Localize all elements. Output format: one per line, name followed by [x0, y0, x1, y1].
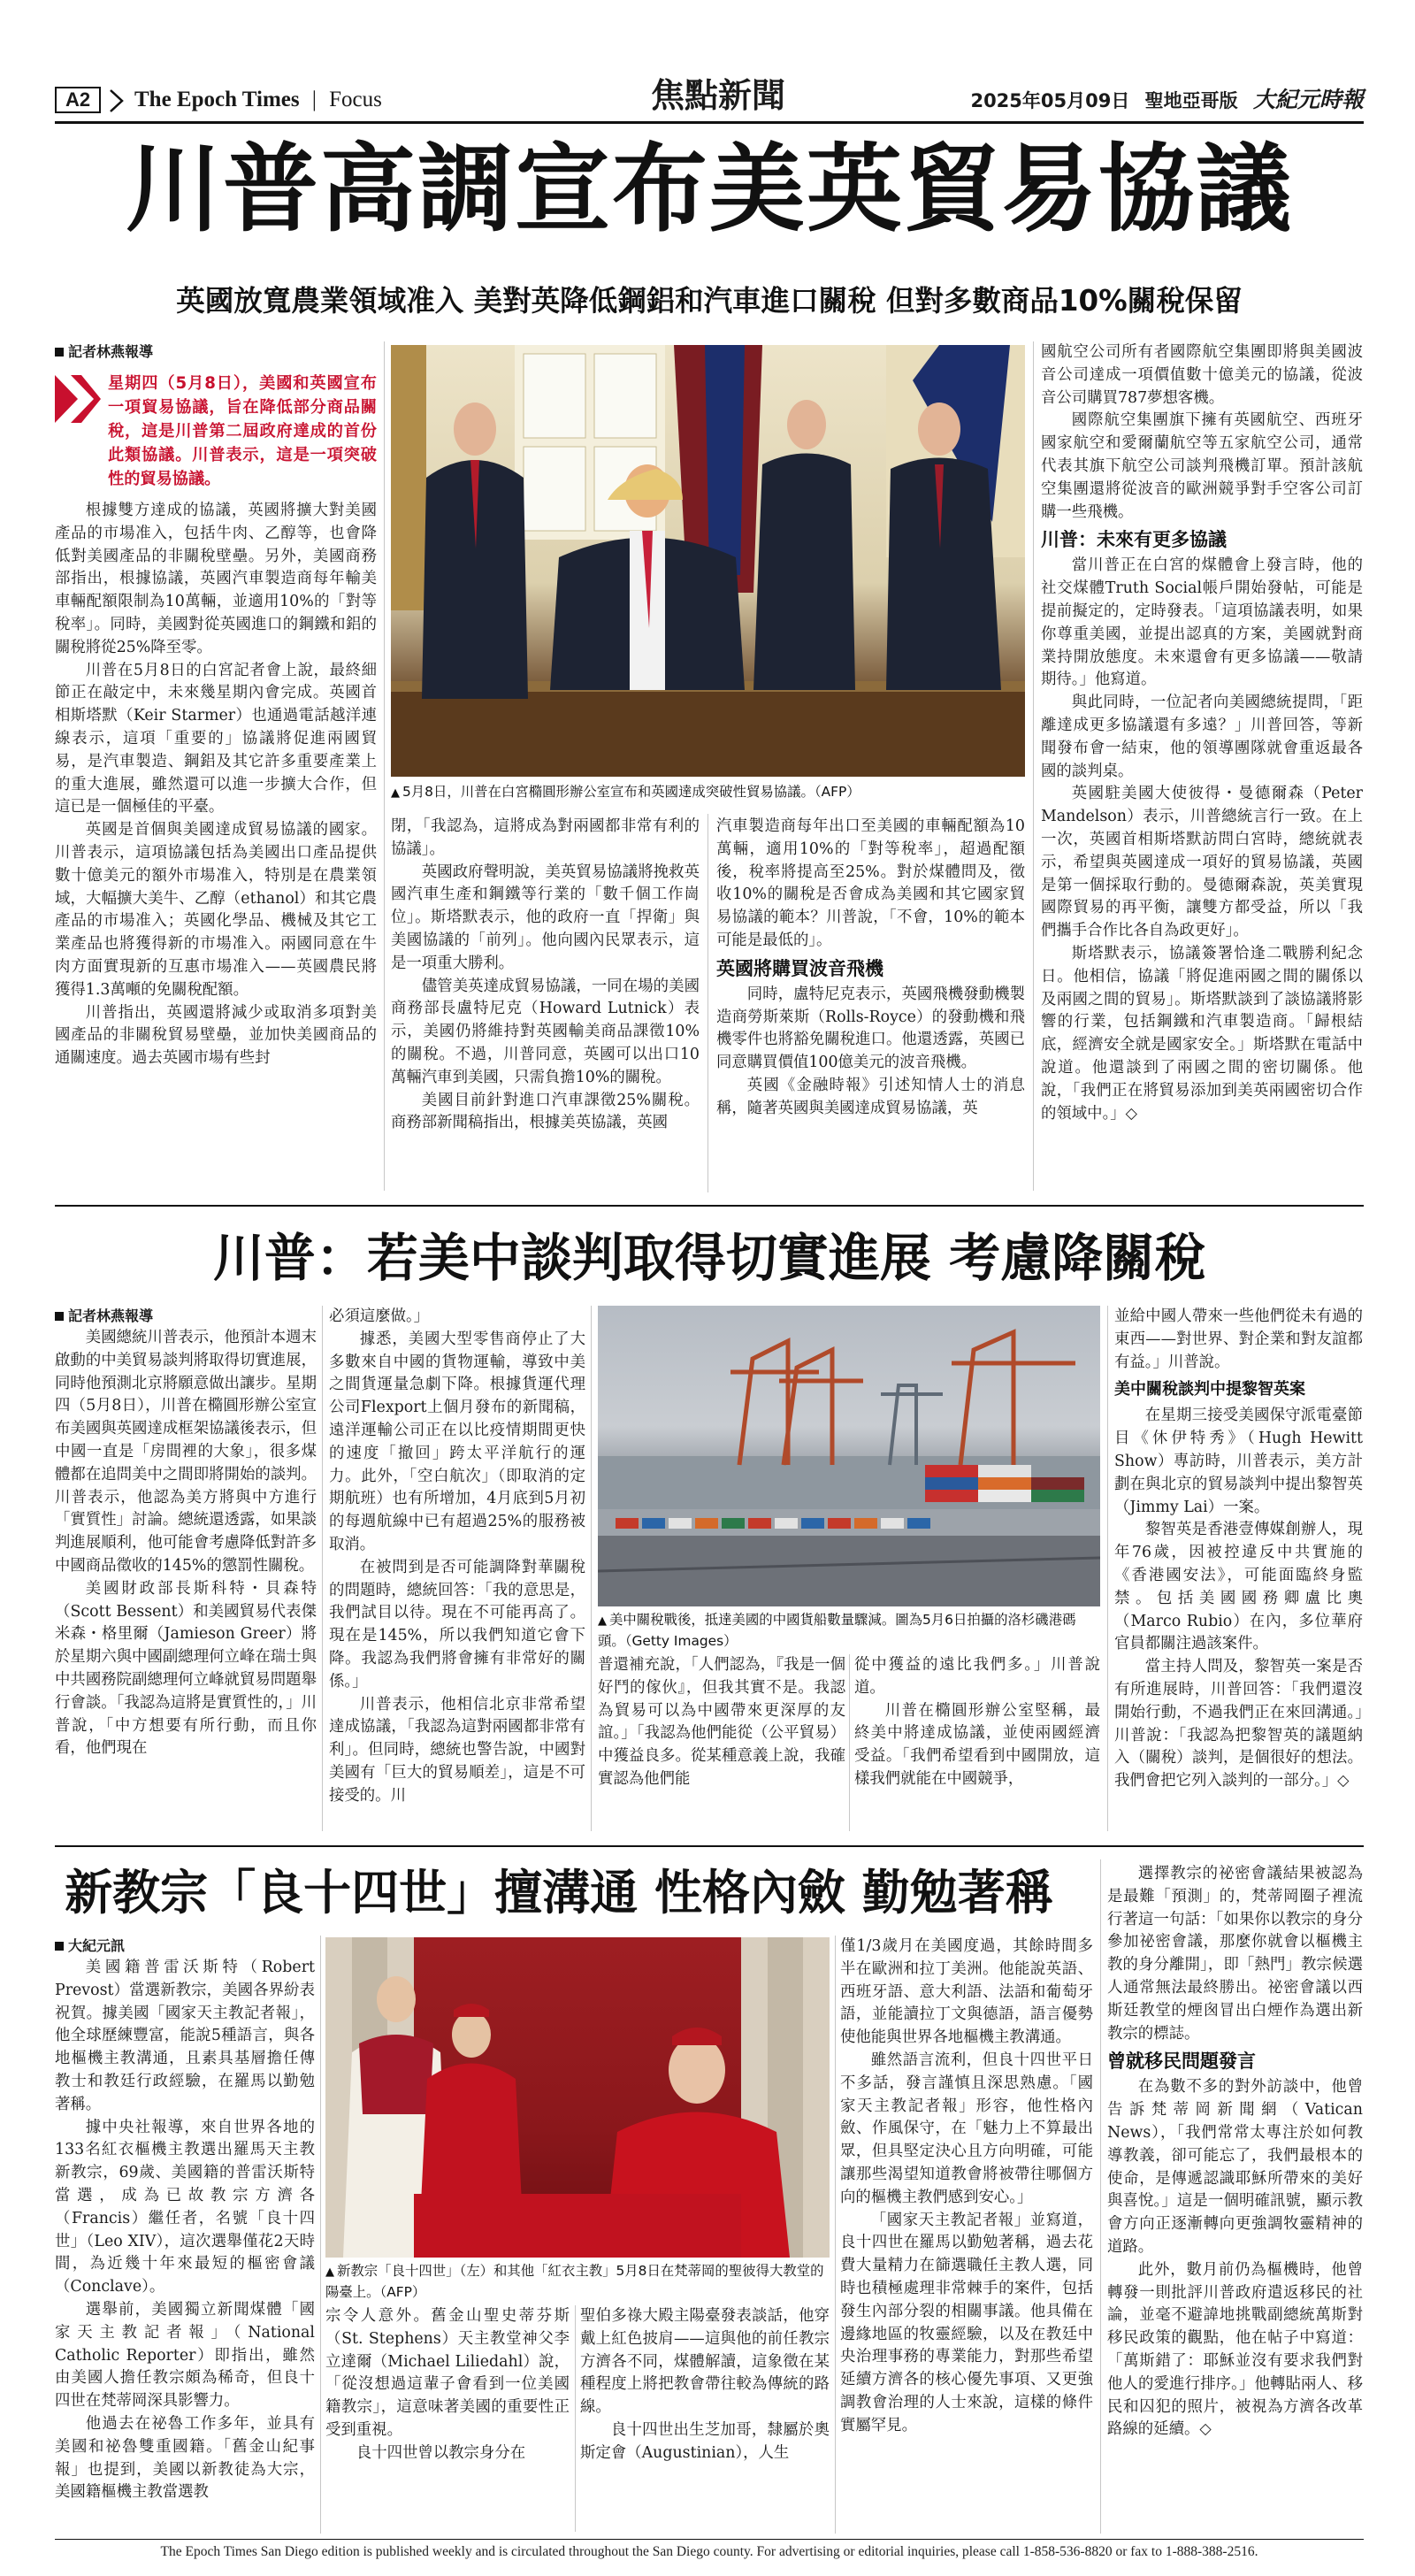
newspaper-logo: 大紀元時報	[1252, 87, 1364, 112]
page-header	[55, 76, 1364, 120]
article2-col2: 必須這麼做。」 據悉，美國大型零售商停止了大多數來自中國的貨物運輸，導致中美之間貨運量急劇下降。根據貨運代理公司Flexport上個月發布的新聞稿，遠洋運輸公司正在以比疫情期間更快的速度「撤回」跨太平洋航行的運力。此外，「空白航次」（即取消的定期航班）也有所增加，4月底到5月初的每週航線中已有超過25%的服務被取消。 在被問到是否可能調降對華關稅的問題時，總統回答：「我的意思是，我們試目以待。現在不可能再高了。現在是145%，所以我們知道它會下降。我認為我們將會擁有非常好的關係。」 川普表示，他相信北京非常希望達成協議，「我認為這對兩國都非常有利」。但同時，總統也警告說，中國對美國有「巨大的貿易順差」，這是不可接受的。川	[329, 1307, 585, 1805]
article1-subhead-more-deals: 川普：未來有更多協議	[1041, 529, 1227, 551]
header-rule	[55, 121, 1364, 124]
article3-col3: 聖伯多祿大殿主陽臺發表談話，他穿戴上紅色披肩——這與他的前任教宗方濟各不同，煤體解讀，這象徵在某種程度上將把教會帶往較為傳統的路線。 良十四世出生芝加哥，隸屬於奧斯定會（Augustinian），人生	[580, 2307, 830, 2462]
article2-col4: 從中獲益的遠比我們多。」川普說道。 川普在橢圓形辦公室堅稱，最終美中將達成協議，並使兩國經濟受益。「我們希望看到中國開放，這樣我們就能在中國競爭，	[854, 1656, 1100, 1788]
article1-col3: 汽車製造商每年出口至美國的車輛配額為10萬輛，適用10%的「對等稅率」，超過配額後，稅率將提高至25%。對於煤體問及，徵收10%的關稅是否會成為美國和其它國家貿易協議的範本？川普說，「不會，10%的範本可能是最低的」。 英國將購買波音飛機 同時，盧特尼克表示，英國飛機發動機製造商勞斯萊斯（Rolls-Royce）的發動機和飛機零件也將豁免關稅進口。他還透露，英國已同意購買價值100億美元的波音飛機。 英國《金融時報》引述知情人士的消息稱，隨著英國與美國達成貿易協議，英	[716, 817, 1025, 1117]
balcony-scene	[325, 1937, 830, 2258]
article1-photo	[391, 345, 1025, 777]
article1-lead	[55, 372, 377, 491]
section-english: Focus	[329, 88, 382, 111]
caption-triangle-icon: ▲	[598, 1614, 607, 1628]
article1-lead-text: 星期四（5月8日），美國和英國宣布一項貿易協議，旨在降低部分商品關稅，這是川普第二屆政府達成的首份此類協議。川普表示，這是一項突破性的貿易協議。	[108, 374, 377, 488]
article3-col1: 大紀元訊 美國籍普雷沃斯特（Robert Prevost）當選新教宗，美國各界紛表祝賀。據美國「國家天主教記者報」，他全球歷練豐富，能說5種語言，與各地樞機主教溝通，且素具基層擔任傳教士和教廷行政經驗，在羅馬以勤勉著稱。 據中央社報導，來自世界各地的133名紅衣樞機主教選出羅馬天主教新教宗，69歲、美國籍的普雷沃斯特當選，成為已故教宗方濟各（Francis）繼任者，名號「良十四世」（Leo XIV），這次選舉僅花2天時間，為近幾十年來最短的樞密會議（Conclave）。 選舉前，美國獨立新聞煤體「國家天主教記者報」（National Catholic Reporter）即指出，雖然由美國人擔任教宗頗為稀奇，但良十四世在梵蒂岡深具影響力。 他過去在祕魯工作多年，並具有美國和祕魯雙重國籍。「舊金山紀事報」也提到，美國以新教徒為大宗，美國籍樞機主教當選教	[55, 1937, 315, 2502]
article3-byline: 大紀元訊	[55, 1936, 315, 1957]
red-arrow-icon	[55, 375, 101, 423]
article3-photo-caption: ▲ 新教宗「良十四世」（左）和其他「紅衣主教」5月8日在梵蒂岡的聖彼得大教堂的陽臺上。（AFP）	[325, 2263, 824, 2300]
article3-col5: 選擇教宗的祕密會議結果被認為是最難「預測」的，梵蒂岡圈子裡流行著這一句話：「如果你以教宗的身分參加祕密會議，那麼你就會以樞機主教的身分離開」，即「熱門」教宗候選人通常無法最終勝出。祕密會議以西斯廷教堂的煙囪冒出白煙作為選出新教宗的標誌。 曾就移民問題發言 在為數不多的對外訪談中，他曾告訴梵蒂岡新聞網（Vatican News），「我們常常太專注於如何教導教義，卻可能忘了，我們最根本的使命，是傳遞認識耶穌所帶來的美好與喜悅。」這是一個明確訊號，顯示教會方向正逐漸轉向更強調牧靈精神的道路。 此外，數月前仍為樞機時，他曾轉發一則批評川普政府遣返移民的社論，並毫不避諱地挑戰副總統萬斯對移民政策的觀點，他在帖子中寫道：「萬斯錯了：耶穌並沒有要求我們對他人的愛進行排序。」他轉貼兩人、移民和囚犯的照片，被視為方濟各改革路線的延續。◇	[1107, 1865, 1363, 2439]
port-scene	[598, 1306, 1100, 1606]
article2-headline: 川普：若美中談判取得切實進展 考慮降關稅	[212, 1228, 1206, 1288]
article1-col4: 國航空公司所有者國際航空集團即將與美國波音公司達成一項價值數十億美元的協議，從波音公司購買787夢想客機。 國際航空集團旗下擁有英國航空、西班牙國家航空和愛爾蘭航空等五家航空公司，通常代表其旗下航空公司談判飛機訂單。預計該航空集團還將從波音的歐洲競爭對手空客公司訂購一些飛機。 川普：未來有更多協議 當川普正在白宮的煤體會上發言時，他的社交煤體Truth Social帳戶開始發帖，可能是提前擬定的，定時發表。「這項協議表明，如果你尊重美國，並提出認真的方案，美國就對商業持開放態度。未來還會有更多協議——敬請期待。」他寫道。 與此同時，一位記者向美國總統提問，「距離達成更多協議還有多遠？」川普回答，等新聞發布會一結束，他的領導團隊就會重返最各國的談判桌。 英國駐美國大使彼得・曼德爾森（Peter Mandelson）表示，川普總統言行一致。在上一次，英國首相斯塔默訪問白宮時，總統就表示，希望與英國達成一項好的貿易協議，英國是第一個採取行動的。曼德爾森說，英美實現國際貿易的再平衡，讓雙方都受益，所以「我們攜手合作比各自為政更好」。 斯塔默表示，協議簽署恰逢二戰勝利紀念日。他相信，協議「將促進兩國之間的關係以及兩國之間的貿易」。斯塔默談到了談協議將影響的行業，包括鋼鐵和汽車製造商。「歸根結底，經濟安全就是國家安全。」斯塔默在電話中說道。他還談到了兩國之間的密切關係。他說，「我們正在將貿易添加到美英兩國密切合作的領域中。」◇	[1041, 343, 1363, 1123]
article3-col4: 僅1/3歲月在美國度過，其餘時間多半在歐洲和拉丁美洲。他能說英語、西班牙語、意大利語、法語和葡萄牙語，並能讀拉丁文與德語，語言優勢使他能與世界各地樞機主教溝通。 雖然語言流利，但良十四世平日不多話，發言謹慎且深思熟慮。「國家天主教記者報」形容，他性格內斂、作風保守，在「魅力上不算最出眾，但具堅定決心且方向明確，可能讓那些渴望知道教會將被帶往哪個方向的樞機主教們感到安心。」 「國家天主教記者報」並寫道，良十四世在羅馬以勤勉著稱，過去花費大量精力在篩選職任主教人選，同時也積極處理非常棘手的案件，包括發生內部分裂的相關事議。他具備在邊緣地區的牧靈經驗，以及在教廷中央治理事務的專業能力，對那些希望延續方濟各的核心優先事項、又更強調教會治理的人士來說，這樣的條件實屬罕見。	[840, 1937, 1093, 2434]
caption-triangle-icon: ▲	[391, 786, 400, 800]
article1-col1	[55, 341, 377, 1192]
page-number: A2	[65, 88, 91, 111]
article2-photo-caption: ▲ 美中關稅戰後，抵達美國的中國貨船數量驟減。圖為5月6日拍攝的洛杉磯港碼頭。（Getty Images）	[598, 1612, 1076, 1649]
article1-byline: 記者林燕報導	[55, 341, 377, 363]
caption-triangle-icon: ▲	[325, 2266, 334, 2279]
article1-subhead: 英國放寬農業領域准入 美對英降低鋼鋁和汽車進口關稅 但對多數商品10%關稅保留	[176, 284, 1243, 318]
issue-date: 2025年05月09日	[970, 90, 1130, 111]
masthead: The Epoch Times	[134, 88, 300, 111]
article1-col2: 閉，「我認為，這將成為對兩國都非常有利的協議」。 英國政府聲明說，美英貿易協議將挽救英國汽車生產和鋼鐵等行業的「數千個工作崗位」。斯塔默表示，他的政府一直「捍衛」與美國協議的「前列」。他向國內民眾表示，這是一項重大勝利。 儘管美英達成貿易協議，一同在場的美國商務部長盧特尼克（Howard Lutnick）表示，美國仍將維持對英國輸美商品課徵10%的關稅。不過，川普同意，英國可以出口10萬輛汽車到美國，只需負擔10%的關稅。 美國目前針對進口汽車課徵25%關稅。商務部新聞稿指出，根據美英協議，英國	[391, 817, 700, 1132]
article2-col5: 並給中國人帶來一些他們從未有過的東西——對世界、對企業和對友誼都有益。」川普說。 美中關稅談判中提黎智英案 在星期三接受美國保守派電臺節目《休伊特秀》（Hugh Hewitt Show）專訪時，川普表示，美方計劃在與北京的貿易談判中提出黎智英（Jimmy Lai）一案。 黎智英是香港壹傳媒創辦人，現年76歲，因被控違反中共實施的《香港國安法》，可能面臨終身監禁。包括美國國務卿盧比奧（Marco Rubio）在內，多位華府官員都關注過該案件。 當主持人問及，黎智英一案是否有所進展時，川普回答：「我們還沒開始行動，不過我們正在來回溝通。」川普說：「我認為把黎智英的議題納入（關稅）談判，是個很好的想法。我們會把它列入談判的一部分。」◇	[1114, 1307, 1363, 1790]
article1-subhead-boeing: 英國將購買波音飛機	[716, 957, 883, 979]
article2-byline: 記者林燕報導	[55, 1306, 317, 1327]
article3-headline: 新教宗「良十四世」擅溝通 性格內斂 勤勉著稱	[65, 1865, 1053, 1920]
article1-col1-body: 根據雙方達成的協議，英國將擴大對美國產品的市場准入，包括牛肉、乙醇等，也會降低對美國產品的非關稅壁壘。另外，美國商務部指出，根據協議，英國汽車製造商每年輸美車輛配額限制為10萬輛，並適用10%的「對等稅率」。同時，美國對從英國進口的鋼鐵和鋁的關稅將從25%降至零。 川普在5月8日的白宮記者會上說，最終細節正在敲定中，未來幾星期內會完成。英國首相斯塔默（Keir Starmer）也通過電話越洋連線表示，這項「重要的」協議將促進兩國貿易，是汽車製造、鋼鋁及其它許多重要產業上的重大進展，雖然還可以進一步擴大合作，但這已是一個極佳的平臺。 英國是首個與美國達成貿易協議的國家。川普表示，這項協議包括為美國出口產品提供數十億美元的額外市場准入，特別是在農業領域，大幅擴大美牛、乙醇（ethanol）和其它農產品的市場准入；英國化學品、機械及其它工業產品也將獲得新的市場准入。兩國同意在牛肉方面實現新的互惠市場准入——英國農民將獲得1.3萬噸的免關稅配額。 川普指出，英國還將減少或取消多項對美國產品的非關稅貿易壁壘，並加快美國商品的通關速度。過去英國市場有些封	[55, 502, 377, 1068]
header-right	[970, 87, 1364, 114]
footer-notice: The Epoch Times San Diego edition is published weekly and is circulated throughout the San Diego county. For advertising or editorial inquiries, please call 1-858-536-8820 or fax to 1-888-388-2516.	[160, 2544, 1258, 2559]
article3-col2: 宗令人意外。舊金山聖史蒂芬斯（St. Stephens）天主教堂神父李立達爾（Michael Liliedahl）說，「從沒想過這輩子會看到一位美國籍教宗」，這意味著美國的重要性正受到重視。 良十四世曾以教宗身分在	[325, 2307, 570, 2462]
article3-photo	[325, 1937, 830, 2258]
edition-name: 聖地亞哥版	[1144, 90, 1238, 111]
chevron-right-icon	[108, 88, 126, 113]
article3-subhead-migrants: 曾就移民問題發言	[1107, 2051, 1256, 2073]
masthead-separator: |	[311, 88, 317, 111]
page-number-box	[55, 87, 101, 113]
masthead-line	[134, 87, 382, 113]
article1-photo-caption: ▲ 5月8日，川普在白宮橢圓形辦公室宣布和英國達成突破性貿易協議。（AFP）	[391, 784, 860, 800]
article2-col3: 普還補充說，「人們認為，『我是一個好鬥的傢伙』，但我其實不是。我認為貿易可以為中國帶來更深厚的友誼。」「我認為他們能從（公平貿易）中獲益良多。從某種意義上說，我確實認為他們能	[598, 1656, 845, 1788]
article2-col1: 記者林燕報導 美國總統川普表示，他預計本週末啟動的中美貿易談判將取得切實進展，同時他預測北京將願意做出讓步。星期四（5月8日），川普在橢圓形辦公室宣布美國與英國達成框架協議後表示，但中國一直是「房間裡的大象」，很多煤體都在追問美中之間即將開始的談判。川普表示，他認為美方將與中方進行「實質性」討論。總統還透露，如果談判進展順利，他可能會考慮降低對許多中國商品徵收的145%的懲罰性關稅。 美國財政部長斯科特・貝森特（Scott Bessent）和美國貿易代表傑米森・格里爾（Jamieson Greer）將於星期六與中國副總理何立峰在瑞士與中共國務院副總理何立峰就貿易問題舉行會談。「我認為這將是實質性的，」川普說，「中方想要有所行動，而且你看，他們現在	[55, 1307, 317, 1758]
section-chinese: 焦點新聞	[650, 76, 785, 115]
article1-headline: 川普高調宣布美英貿易協議	[125, 134, 1293, 245]
oval-office-scene	[391, 345, 1025, 777]
article2-photo	[598, 1306, 1100, 1606]
article2-subhead-jimmy-lai: 美中關稅談判中提黎智英案	[1114, 1380, 1305, 1399]
